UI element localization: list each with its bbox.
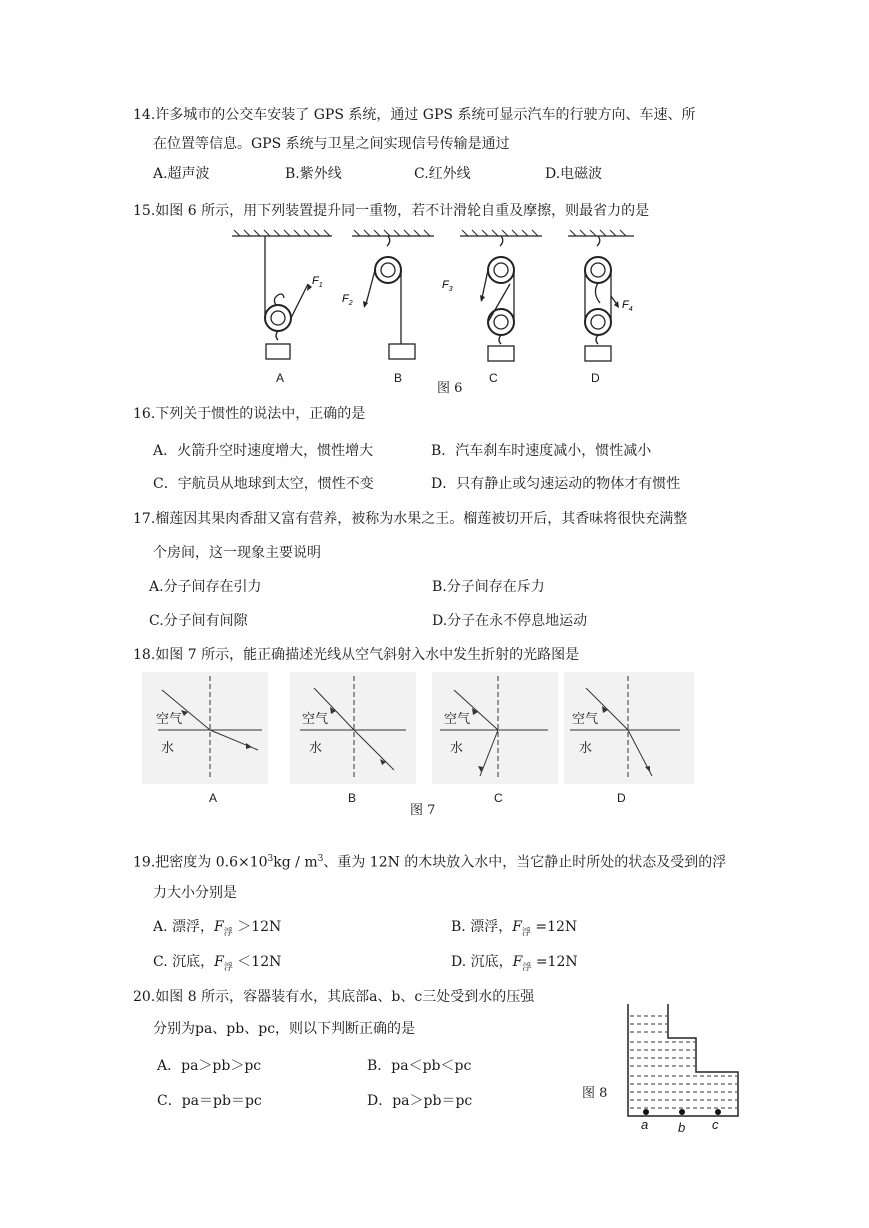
fig7d-water: 水 (579, 740, 593, 755)
q20-option-c: C．pa＝pb＝pc (157, 1093, 262, 1109)
q14-option-b: B.紫外线 (285, 166, 342, 182)
fig7b-air: 空气 (302, 711, 329, 726)
q20-line1: 20.如图 8 所示，容器装有水，其底部a、b、c三处受到水的压强 (133, 989, 535, 1005)
fig7a-air: 空气 (156, 711, 183, 726)
fig8-point-a: a (641, 1117, 649, 1132)
q17-option-a: A.分子间存在引力 (149, 579, 262, 595)
force-arrow-f3 (480, 295, 485, 302)
q14-option-c: C.红外线 (414, 166, 471, 182)
fig7d-air: 空气 (572, 711, 599, 726)
q17-line2: 个房间，这一现象主要说明 (153, 545, 321, 561)
point-a-marker (643, 1109, 649, 1115)
fig8-point-b: b (678, 1120, 686, 1135)
q20-option-d: D．pa＞pb＝pc (367, 1093, 473, 1109)
q16-option-a: A．火箭升空时速度增大，惯性增大 (153, 443, 374, 459)
fig7b-water: 水 (309, 740, 323, 755)
q17-option-d: D.分子在永不停息地运动 (432, 613, 588, 629)
fig7-caption: 图 7 (410, 803, 436, 818)
f4-label: $F_4$ (622, 299, 633, 313)
q19-option-b: B. 漂浮，$F_浮 =12N$ (451, 919, 578, 938)
q17-option-b: B.分子间存在斥力 (432, 579, 545, 595)
fig6-label-c: C (489, 371, 498, 385)
point-b-marker (679, 1109, 685, 1115)
q19-line2: 力大小分别是 (153, 885, 237, 901)
fig8-point-c: c (712, 1117, 719, 1132)
fig6-label-b: B (394, 371, 403, 385)
f1-label: $F_1$ (312, 275, 323, 289)
q20-line2: 分别为pa、pb、pc，则以下判断正确的是 (153, 1021, 416, 1037)
fig7-label-a: A (209, 791, 218, 805)
q20-option-a: A．pa＞pb＞pc (157, 1058, 262, 1074)
q17-line1: 17.榴莲因其果肉香甜又富有营养，被称为水果之王。榴莲被切开后，其香味将很快充满整 (133, 511, 688, 527)
q19-option-d: D. 沉底，$F_浮 =12N$ (451, 954, 578, 973)
fig8-caption: 图 8 (582, 1086, 608, 1101)
q16-option-b: B．汽车刹车时速度减小，惯性减小 (431, 443, 652, 459)
q16-stem: 16.下列关于惯性的说法中，正确的是 (133, 406, 366, 422)
q19-option-a: A. 漂浮，$F_浮 >12N$ (153, 919, 282, 938)
q14-option-d: D.电磁波 (545, 166, 603, 182)
q18-stem: 18.如图 7 所示，能正确描述光线从空气斜射入水中发生折射的光路图是 (133, 647, 580, 663)
refraction-figure-7 (140, 672, 700, 792)
q15-stem: 15.如图 6 所示，用下列装置提升同一重物，若不计滑轮自重及摩擦，则最省力的是 (133, 203, 650, 219)
q19-line1: 19.把密度为 $0.6\times 10^3kg / m^3$、重为 12N 的木块放入水中，当它静止时所处的状态及受到的浮 (133, 854, 727, 871)
point-c-marker (715, 1109, 721, 1115)
force-arrow-f2 (363, 301, 368, 308)
fig6-label-d: D (591, 371, 600, 385)
container-figure-8 (620, 1000, 744, 1120)
q19-option-c: C. 沉底，$F_浮 <12N$ (153, 954, 282, 973)
q14-line2: 在位置等信息。GPS 系统与卫星之间实现信号传输是通过 (153, 136, 510, 152)
fig6-caption: 图 6 (437, 381, 463, 396)
f2-label: $F_2$ (342, 293, 353, 307)
q20-option-b: B．pa＜pb＜pc (367, 1058, 472, 1074)
q14-line1: 14.许多城市的公交车安装了 GPS 系统，通过 GPS 系统可显示汽车的行驶方向、车速、所 (133, 107, 696, 123)
fig7a-water: 水 (161, 740, 175, 755)
fig7c-water: 水 (450, 740, 464, 755)
fig6-label-a: A (276, 371, 285, 385)
fig7c-air: 空气 (444, 711, 471, 726)
q17-option-c: C.分子间有间隙 (149, 613, 248, 629)
f3-label: $F_3$ (442, 279, 453, 293)
fig7-label-b: B (348, 791, 357, 805)
q14-option-a: A.超声波 (153, 166, 210, 182)
fig7-label-c: C (494, 791, 503, 805)
fig7-label-d: D (617, 791, 626, 805)
q16-option-c: C．宇航员从地球到太空，惯性不变 (153, 476, 374, 492)
q16-option-d: D．只有静止或匀速运动的物体才有惯性 (431, 476, 681, 492)
